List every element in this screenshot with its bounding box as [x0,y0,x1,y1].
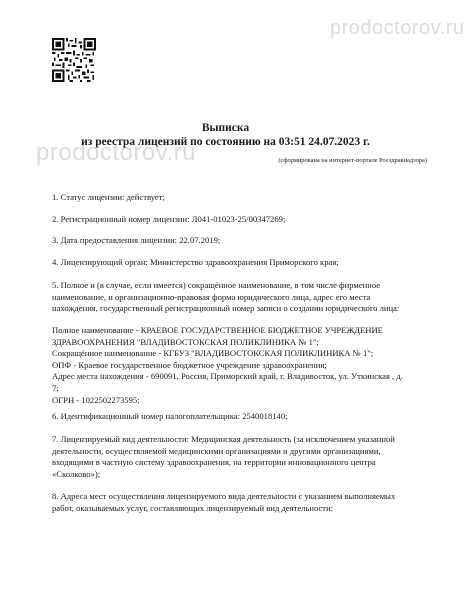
licensing-authority: 4. Лицензирующий орган: Министерство здравоохранения Приморского края; [52,257,339,267]
text-line: 8. Адреса мест осуществления лицензируемого вида деятельности с указанием выполняемых [52,491,396,501]
organization-name-heading [52,280,408,315]
full-name-line: ЗДРАВООХРАНЕНИЯ "ВЛАДИВОСТОКСКАЯ ПОЛИКЛИНИКА № 1"; [52,336,319,347]
text-line: 5. Полное и (в случае, если имеется) сокращённое наименование, в том числе фирменное [52,280,381,290]
watermark: prodoctorov.ru [330,17,464,39]
registration-number: 2. Регистрационный номер лицензии: Л041-01023-25/00347269; [52,214,286,224]
activity-addresses [52,491,408,514]
address-line: 7; [52,382,59,393]
organization-details [52,325,408,406]
license-status: 1. Статус лицензии: действует; [52,192,165,202]
licensed-activity [52,434,408,480]
text-line: входящими в частную систему здравоохранения, на территории инновационного центра [52,457,376,468]
full-name-line: Полное наименование - КРАЕВОЕ ГОСУДАРСТВЕННОЕ БЮДЖЕТНОЕ УЧРЕЖДЕНИЕ [52,325,383,335]
text-line: деятельности, осуществляемой медицинскими организациями и другими организациями, [52,445,381,456]
ogrn-line: ОГРН - 1022502273595; [52,394,140,405]
license-date: 3. Дата предоставления лицензии: 22.07.2019; [52,235,221,245]
text-line: наименование, и организационно-правовая форма юридического лица, адрес его места [52,291,371,302]
text-line: работ, оказываемых услуг, составляющих лицензируемый вид деятельности: [52,502,334,513]
short-name-line: Сокращённое наименование - КГБУЗ "ВЛАДИВОСТОКСКАЯ ПОЛИКЛИНИКА № 1"; [52,348,374,359]
source-note: (сформирована на интернет-портале Росздравнадзора) [278,157,427,164]
address-line: Адрес места нахождения - 690091, Россия, Приморский край, г. Владивосток, ул. Уткинская , д. [52,371,403,382]
document-title: Выписка [201,122,250,134]
document-subtitle: из реестра лицензий по состоянию на 03:51 24.07.2023 г. [81,136,370,148]
text-line: нахождения, государственный регистрационный номер записи о создании юридического лица: [52,303,400,314]
text-line: 7. Лицензируемый вид деятельности: Медицинская деятельность (за исключением указанной [52,434,395,444]
inn: 6. Идентификационный номер налогоплательщика: 2540018140; [52,411,288,421]
qr-code-icon [52,38,96,82]
text-line: «Сколково»); [52,468,101,479]
opf-line: ОПФ - Краевое государственное бюджетное учреждение здравоохранения; [52,359,327,370]
watermark: prodoctorov.ru [36,139,196,166]
